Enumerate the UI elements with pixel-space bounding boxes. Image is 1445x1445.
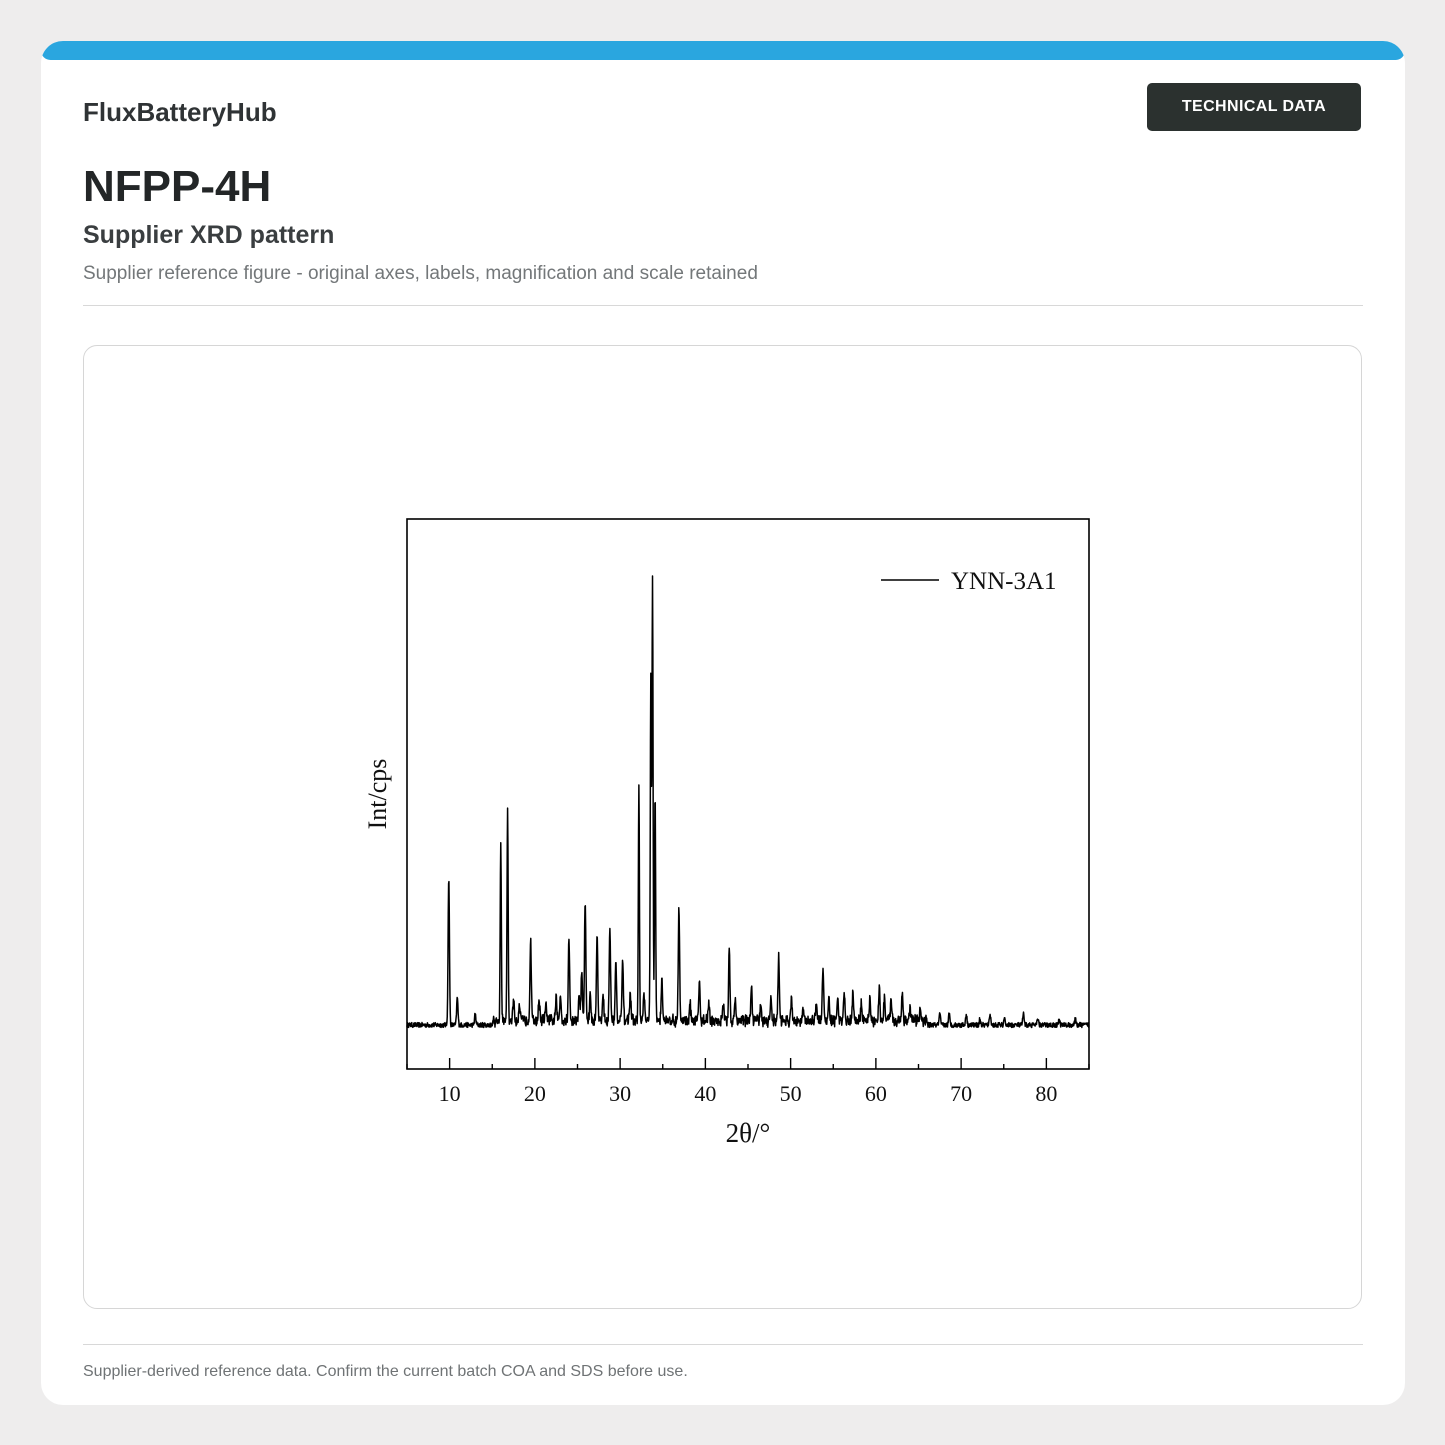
- figure-caption: Supplier reference figure - original axes, labels, magnification and scale retained: [83, 263, 758, 284]
- y-axis-label: Int/cps: [363, 758, 392, 830]
- x-tick-label: 80: [1035, 1081, 1058, 1106]
- product-title: NFPP-4H: [83, 162, 272, 211]
- trace-layer: [407, 576, 1089, 1027]
- legend-label: YNN-3A1: [951, 568, 1057, 595]
- legend: [881, 568, 1057, 595]
- technical-data-badge: TECHNICAL DATA: [1147, 83, 1361, 131]
- series-line-ynn-3a1: [407, 576, 1089, 1027]
- x-tick-label: 50: [779, 1081, 802, 1106]
- datasheet-card: [41, 41, 1405, 1405]
- accent-bar: [41, 41, 1405, 60]
- header-divider: [83, 305, 1363, 306]
- x-tick-label: 70: [950, 1081, 973, 1106]
- tick-layer: [407, 1058, 1089, 1106]
- x-axis-label: 2θ/°: [725, 1118, 771, 1148]
- x-tick-label: 60: [864, 1081, 887, 1106]
- figure-subtitle: Supplier XRD pattern: [83, 221, 335, 249]
- figure-frame: [83, 345, 1362, 1309]
- x-tick-label: 40: [694, 1081, 717, 1106]
- x-tick-label: 30: [609, 1081, 632, 1106]
- footer-divider: [83, 1344, 1363, 1345]
- footer-note: Supplier-derived reference data. Confirm the current batch COA and SDS before use.: [83, 1363, 688, 1380]
- x-tick-label: 10: [438, 1081, 461, 1106]
- brand-name: FluxBatteryHub: [83, 97, 277, 127]
- x-tick-label: 20: [523, 1081, 546, 1106]
- xrd-chart: [84, 346, 1361, 1308]
